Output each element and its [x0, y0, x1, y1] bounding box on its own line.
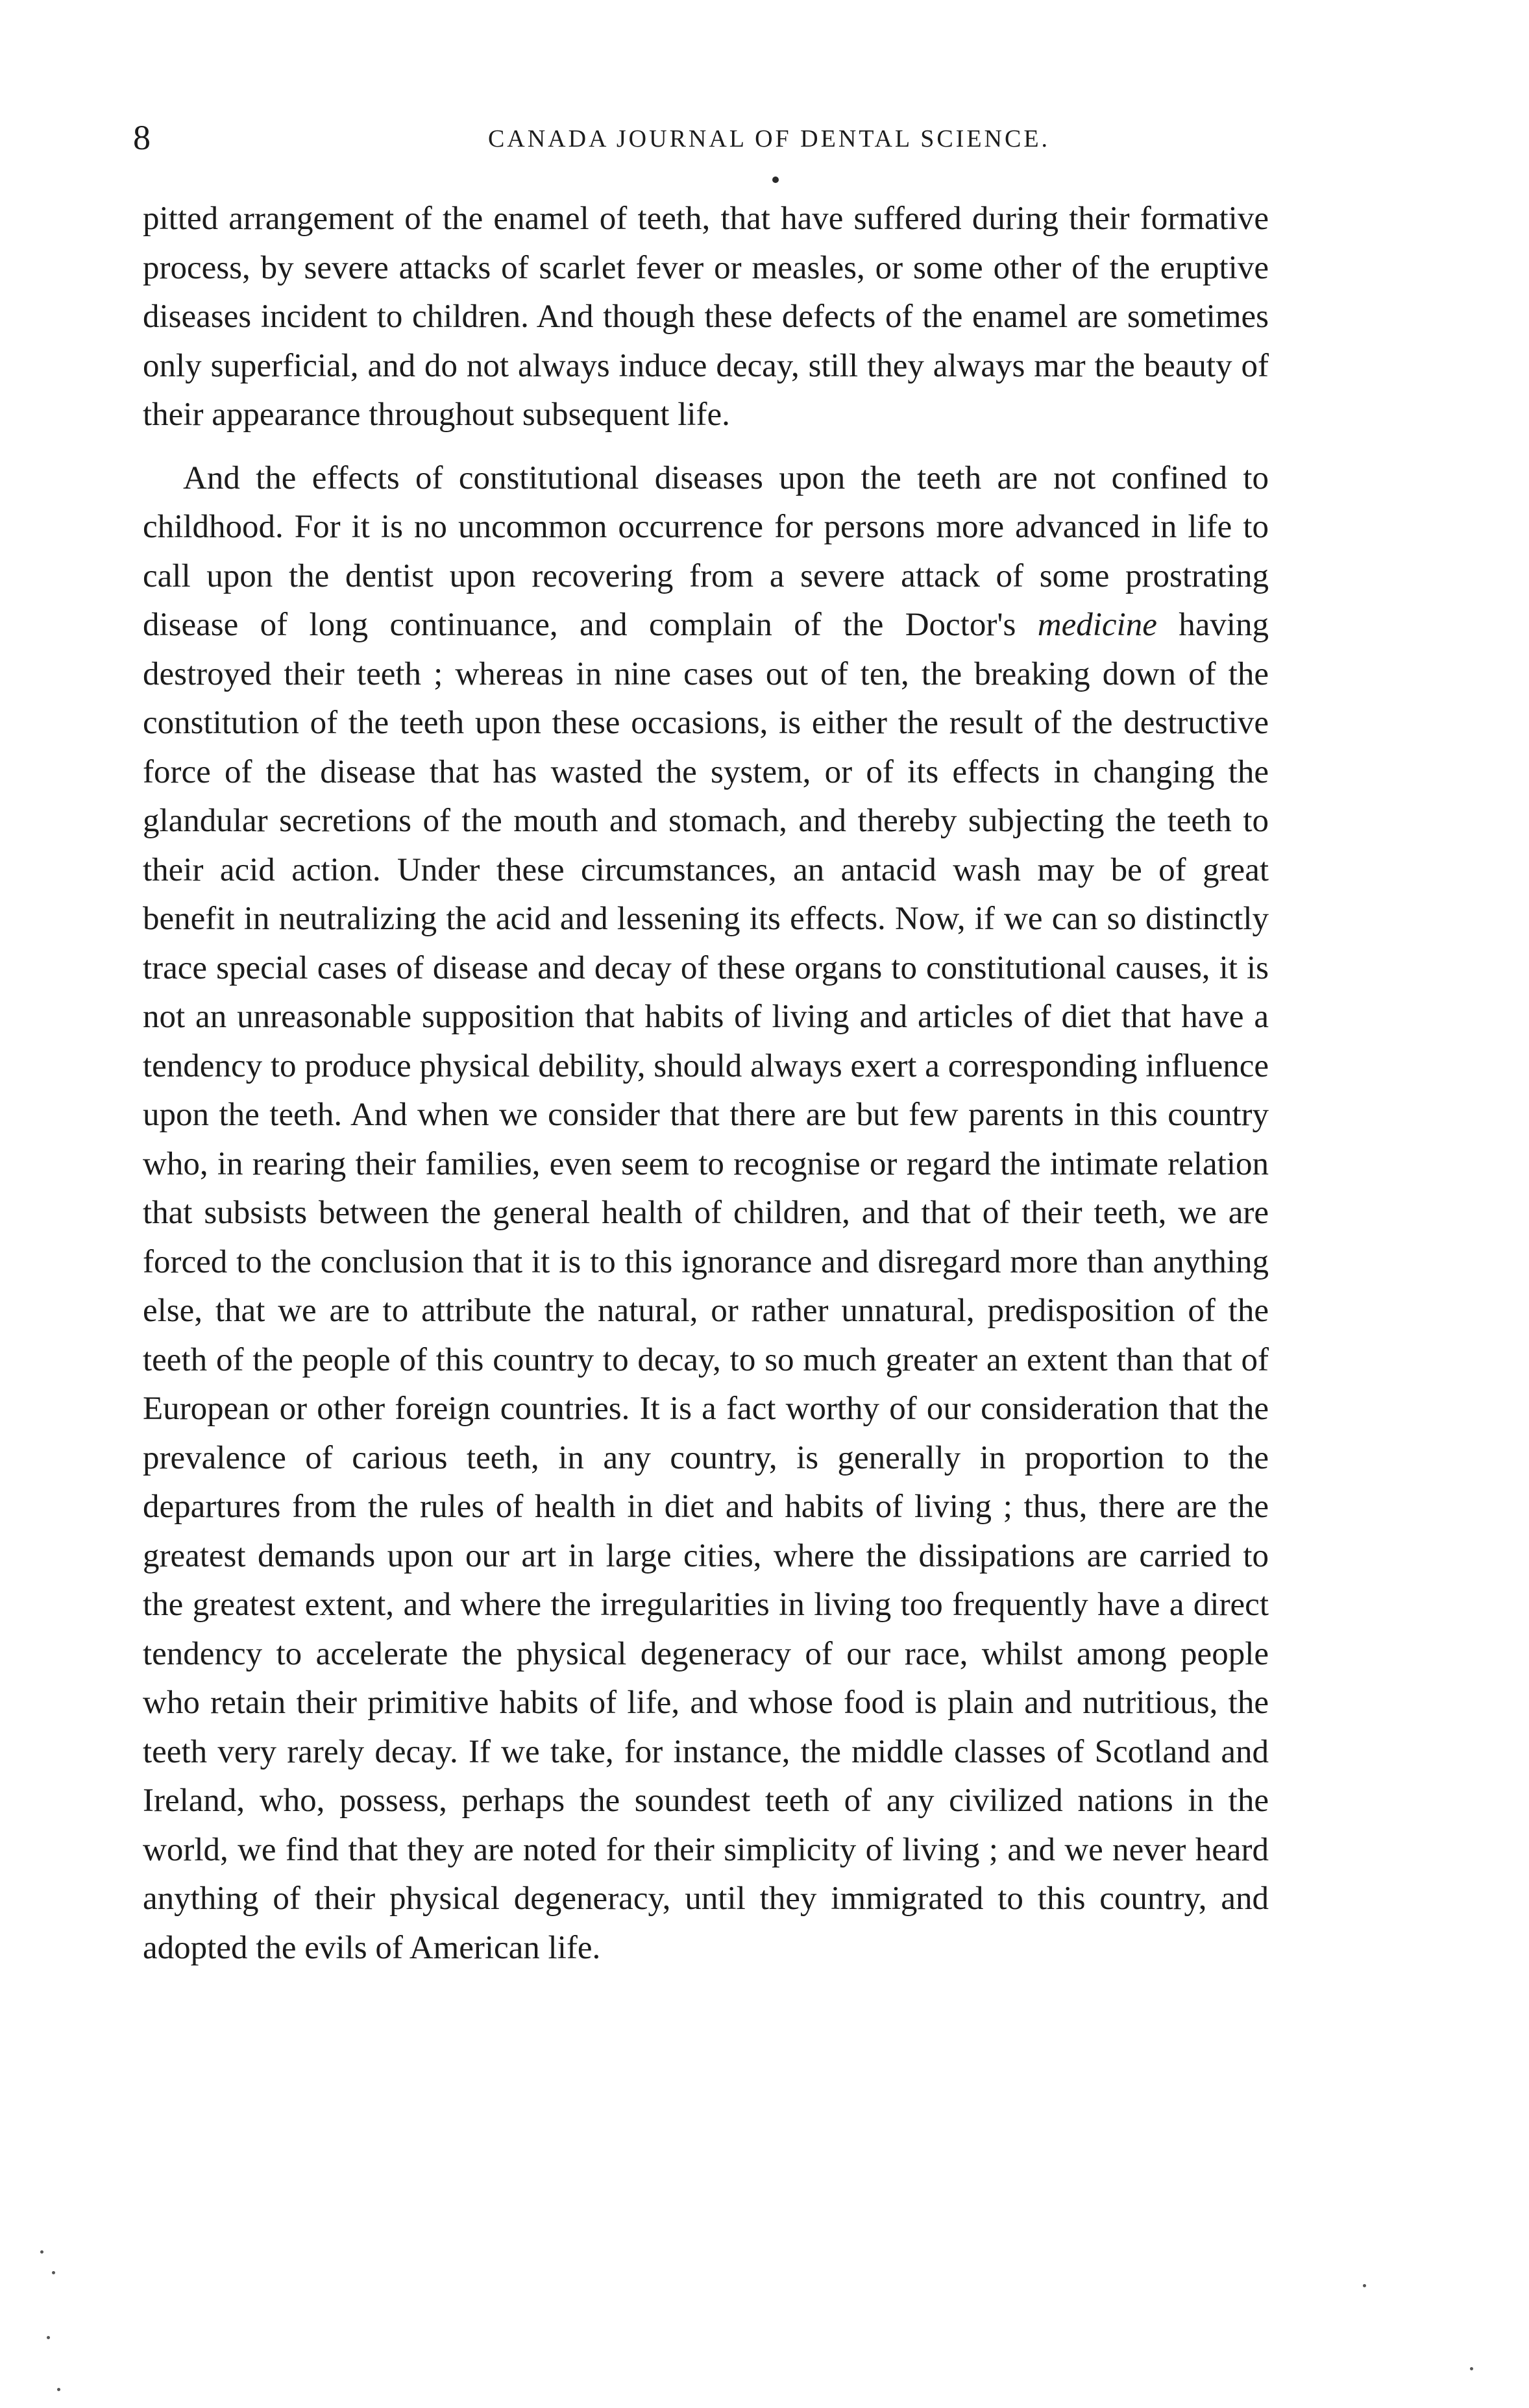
article-body	[143, 195, 1269, 1987]
scan-speck	[1470, 2367, 1473, 2370]
page-header	[133, 118, 1405, 157]
emphasis-medicine: medicine	[1037, 607, 1157, 643]
paragraph-text-before-emphasis: And the effects of constitutional diseases upon the teeth are not confined to childhood. For it is no uncommon occurrence for persons more advanced in life to call upon the dentist upon recovering from a severe attack of some prostrating disease of long continuance, and complain of the Doctor's	[143, 459, 1269, 643]
running-head: CANADA JOURNAL OF DENTAL SCIENCE.	[487, 125, 1051, 152]
scan-speck	[40, 2250, 43, 2254]
scan-speck	[57, 2388, 60, 2391]
scan-speck	[1363, 2284, 1366, 2287]
page-number: 8	[133, 118, 151, 157]
paragraph-constitutional-diseases	[143, 454, 1269, 1973]
printer-dot-mark	[772, 176, 779, 183]
scan-speck	[47, 2336, 50, 2339]
scan-speck	[52, 2271, 55, 2274]
paragraph-continued: pitted arrangement of the enamel of teeth, that have suffered during their formative process, by severe attacks of scarlet fever or measles, or some other of the eruptive diseases incident to children. And though these defects of the enamel are sometimes only superficial, and do not always induce decay, still they always mar the beauty of their appearance throughout subsequent life.	[143, 201, 1269, 433]
paragraph-text-after-emphasis: having destroyed their teeth ; whereas in nine cases out of ten, the breaking down of the constitution of the teeth upon these occasions, is either the result of the destructive force of the disease that has wasted the system, or of its effects in changing the glandular secretions of the mouth and stomach, and thereby subjecting the teeth to their acid action. Under these circumstances, an antacid wash may be of great benefit in neutralizing the acid and lessening its effects. Now, if we can so distinctly trace special cases of disease and decay of these organs to constitutional causes, it is not an unreasonable supposition that habits of living and articles of diet that have a tendency to produce physical debility, should always exert a corresponding influence upon the teeth. And when we consider that there are but few parents in this country who, in rearing their families, even seem to recognise or regard the intimate relation that subsists between the general health of children, and that of their teeth, we are forced to the conclusion that it is to this ignorance and disregard more than anything else, that we are to attribute the natural, or rather unnatural, predisposition of the teeth of the people of this country to decay, to so much greater an extent than that of European or other foreign countries. It is a fact worthy of our consideration that the prevalence of carious teeth, in any country, is generally in proportion to the departures from the rules of health in diet and habits of living ; thus, there are the greatest demands upon our art in large cities, where the dissipations are carried to the greatest extent, and where the irregularities in living too frequently have a direct tendency to accelerate the physical degeneracy of our race, whilst among people who retain their primitive habits of life, and whose food is plain and nutritious, the teeth very rarely decay. If we take, for instance, the middle classes of Scotland and Ireland, who, possess, perhaps the soundest teeth of any civilized nations in the world, we find that they are noted for their simplicity of living ; and we never heard anything of their physical degeneracy, until they immigrated to this country, and adopted the evils of American life.	[143, 607, 1269, 1966]
